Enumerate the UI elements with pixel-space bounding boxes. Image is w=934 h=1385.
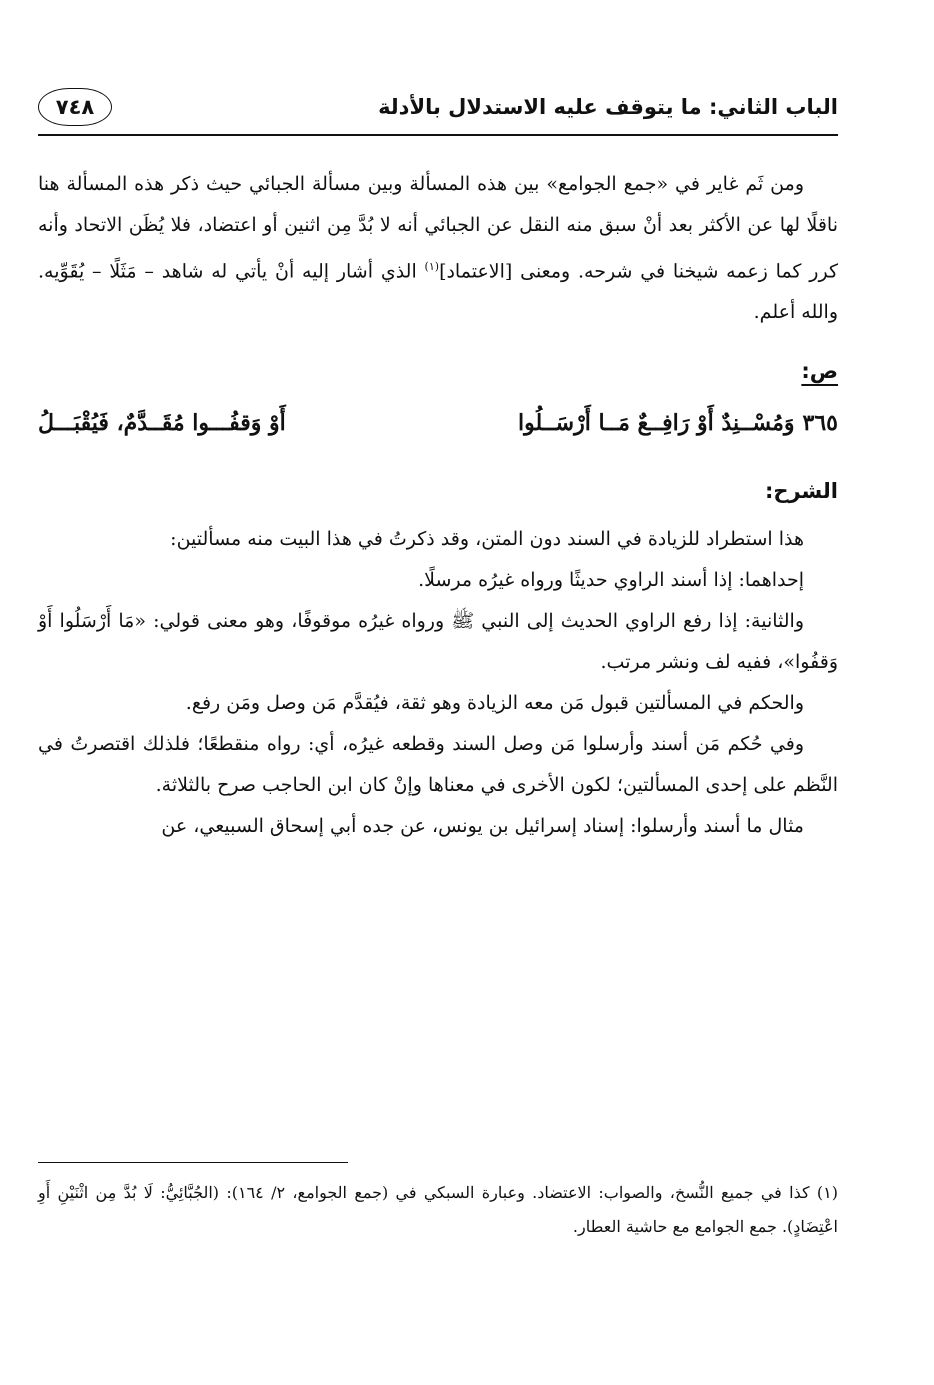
commentary-section-label: الشرح: (764, 479, 838, 504)
commentary-paragraph-4: والحكم في المسألتين قبول مَن معه الزيادة وهو ثقة، فيُقدَّم مَن وصل ومَن رفع. (185, 692, 804, 715)
verse-section-label-text: ص: (801, 359, 838, 384)
footnotes (38, 1176, 838, 1244)
header-divider (38, 134, 838, 136)
body-text (38, 164, 838, 847)
paragraph-intro-end: الذي أشار إليه أنْ يأتي له شاهد – مَثَلًا – يُقَوِّيه. والله أعلم. (38, 260, 838, 324)
commentary-paragraph-1: هذا استطراد للزيادة في السند دون المتن، وقد ذكرتُ في هذا البيت منه مسألتين: (170, 528, 804, 551)
verse-second-hemistich: أَوْ وَقفُـــوا مُقَــدَّمٌ، فَيُقْبَـــلُ (38, 410, 286, 437)
running-head: الباب الثاني: ما يتوقف عليه الاستدلال بالأدلة (378, 95, 838, 119)
book-page (38, 84, 838, 1324)
commentary-paragraph-2: إحداهما: إذا أسند الراوي حديثًا ورواه غيرُه مرسلًا. (418, 569, 804, 592)
footnote-1: (١) كذا في جميع النُّسخ، والصواب: الاعتضاد. وعبارة السبكي في (جمع الجوامع، ٢/ ١٦٤): (الجُبَّائِيُّ: لَا بُدَّ مِن اثْنَيْنِ أَوِ اعْتِضَادٍ). جمع الجوامع مع حاشية العطار. (38, 1183, 838, 1236)
page-number-badge (38, 88, 112, 126)
verse-first-hemistich: وَمُسْــنِدٌ أَوْ رَافِــعٌ مَــا أَرْسَــلُوا (518, 410, 795, 437)
verse-section-label (38, 353, 838, 389)
commentary-paragraph-6: مثال ما أسند وأرسلوا: إسناد إسرائيل بن يونس، عن جده أبي إسحاق السبيعي، عن (161, 815, 804, 838)
verse-number: ٣٦٥ (802, 410, 838, 437)
verse-line (38, 403, 838, 443)
paragraph-intro (38, 164, 838, 333)
commentary-paragraph-3: والثانية: إذا رفع الراوي الحديث إلى النبي ﷺ ورواه غيرُه موقوفًا، وهو معنى قولي: «مَا أَرْسَلُوا أَوْ وَقفُوا»، ففيه لف ونشر مرتب. (38, 610, 838, 674)
page-header (38, 84, 838, 130)
commentary-paragraph-5: وفي حُكم مَن أسند وأرسلوا مَن وصل السند وقطعه غيرُه، أي: رواه منقطعًا؛ فلذلك اقتصرتُ في النَّظم على إحدى المسألتين؛ لكون الأخرى في معناها وإنْ كان ابن الحاجب صرح بالثلاثة. (38, 733, 838, 797)
page-number: ٧٤٨ (55, 95, 95, 119)
footnote-reference: (١) (424, 260, 440, 273)
footnote-divider (38, 1162, 348, 1163)
paragraph-intro-text: ومن ثَم غاير في «جمع الجوامع» بين هذه المسألة وبين مسألة الجبائي حيث ذكر هذه المسألة هنا ناقلًا لها عن الأكثر بعد أنْ سبق منه النقل عن الجبائي أنه لا بُدَّ مِن اثنين أو اعتضاد، فلا يُظَن الاتحاد وأنه كرر كما زعمه شيخنا في شرحه. ومعنى [الاعتماد] (38, 173, 838, 283)
verse-first-part (518, 403, 838, 443)
